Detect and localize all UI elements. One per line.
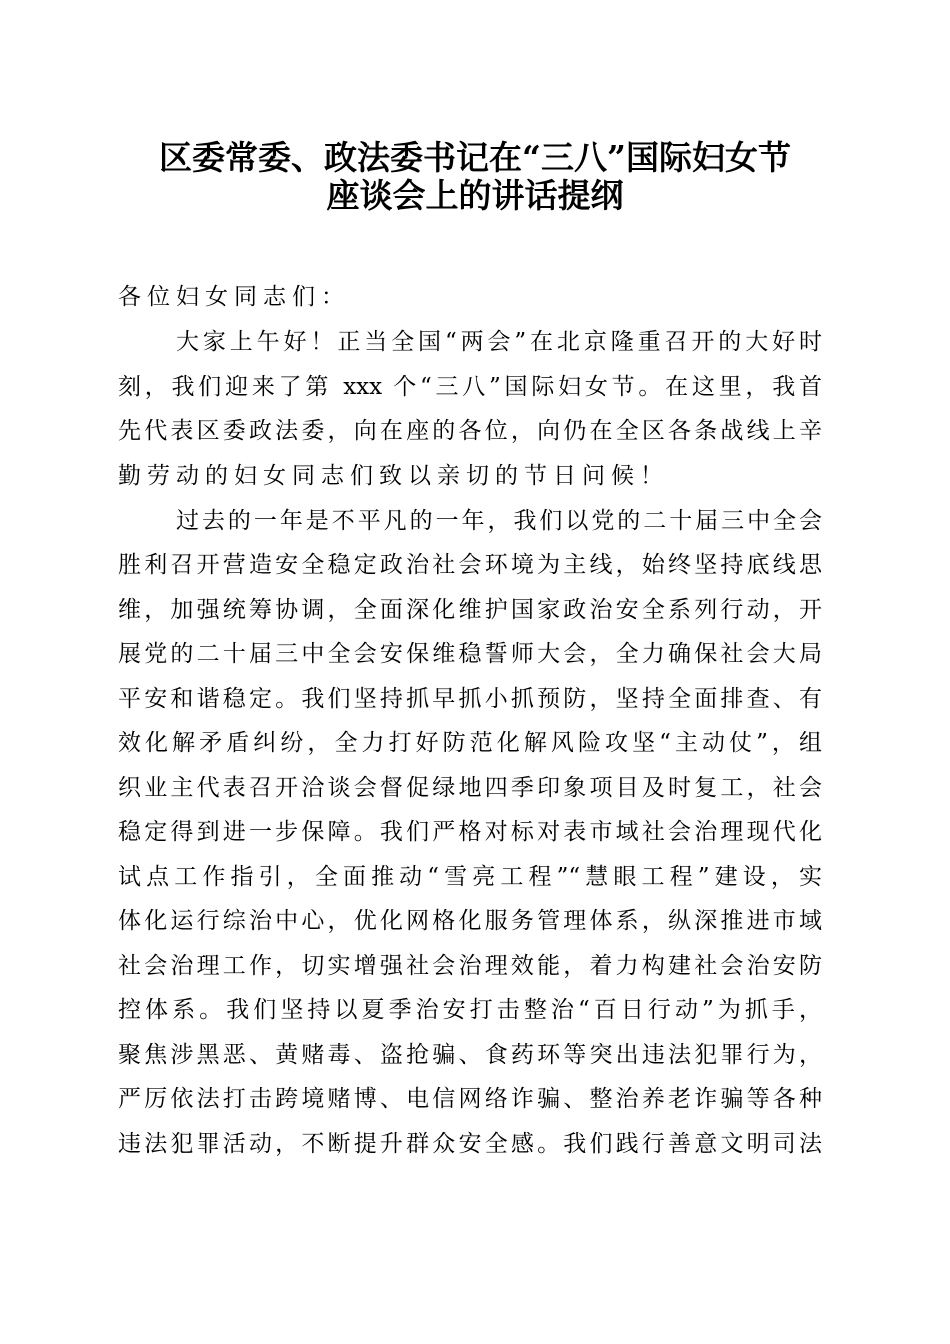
text-line: 聚焦涉黑恶、黄赌毒、盗抢骗、食药环等突出违法犯罪行为， xyxy=(118,1042,822,1068)
salutation: 各位妇女同志们： xyxy=(118,284,350,310)
text-line: 平安和谐稳定。我们坚持抓早抓小抓预防，坚持全面排查、有 xyxy=(118,686,822,712)
text-line: 违法犯罪活动，不断提升群众安全感。我们践行善意文明司法 xyxy=(118,1131,822,1157)
text-line: 效化解矛盾纠纷，全力打好防范化解风险攻坚“主动仗”，组 xyxy=(118,730,822,756)
text-line: 稳定得到进一步保障。我们严格对标对表市域社会治理现代化 xyxy=(118,819,822,845)
text-line: 胜利召开营造安全稳定政治社会环境为主线，始终坚持底线思 xyxy=(118,552,822,578)
text-line: 织业主代表召开洽谈会督促绿地四季印象项目及时复工，社会 xyxy=(118,775,822,801)
text-line: 先代表区委政法委，向在座的各位，向仍在全区各条战线上辛 xyxy=(118,418,822,444)
title-line-2: 座谈会上的讲话提纲 xyxy=(326,176,624,215)
text-line: 体化运行综治中心，优化网格化服务管理体系，纵深推进市域 xyxy=(118,908,822,934)
text-line: 维，加强统筹协调，全面深化维护国家政治安全系列行动，开 xyxy=(118,597,822,623)
text-line: 勤劳动的妇女同志们致以亲切的节日问候！ xyxy=(118,463,669,489)
text-line: 控体系。我们坚持以夏季治安打击整治“百日行动”为抓手， xyxy=(118,997,822,1023)
text-line: 刻，我们迎来了第 xxx 个“三八”国际妇女节。在这里，我首 xyxy=(118,374,822,400)
text-line: 过去的一年是不平凡的一年，我们以党的二十届三中全会 xyxy=(176,508,822,534)
text-line: 试点工作指引，全面推动“雪亮工程”“慧眼工程”建设，实 xyxy=(118,864,822,890)
text-line: 严厉依法打击跨境赌博、电信网络诈骗、整治养老诈骗等各种 xyxy=(118,1086,822,1112)
text-line: 大家上午好！正当全国“两会”在北京隆重召开的大好时 xyxy=(176,329,822,355)
title-line-1: 区委常委、政法委书记在“三八”国际妇女节 xyxy=(159,138,791,177)
text-line: 展党的二十届三中全会安保维稳誓师大会，全力确保社会大局 xyxy=(118,641,822,667)
text-line: 社会治理工作，切实增强社会治理效能，着力构建社会治安防 xyxy=(118,953,822,979)
